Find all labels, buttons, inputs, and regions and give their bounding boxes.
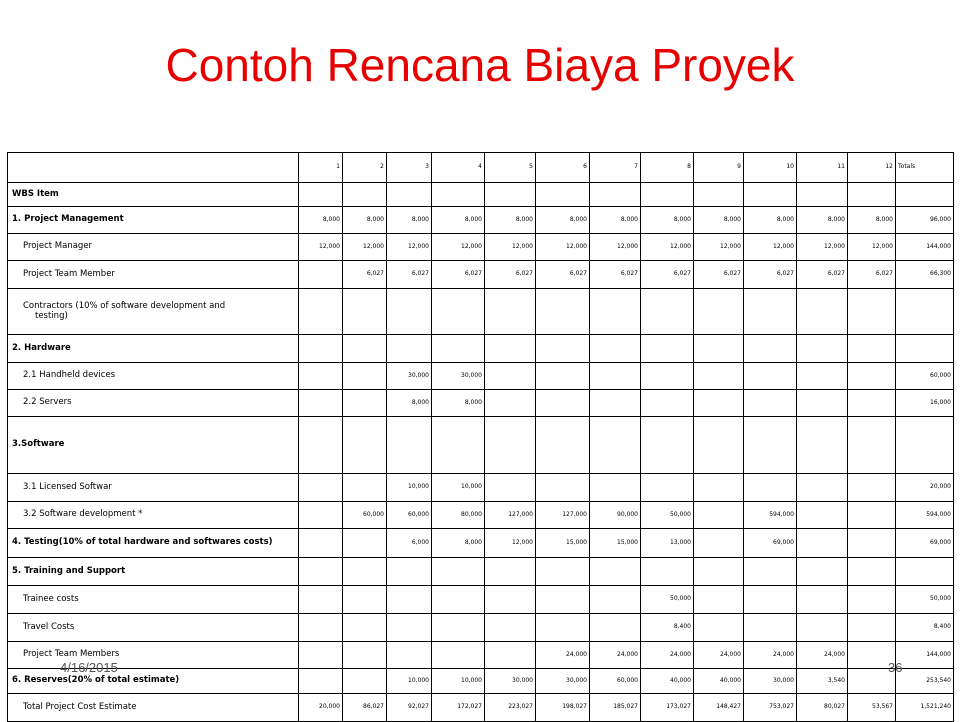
value-cell: [387, 335, 432, 363]
value-cell: 10,000: [387, 669, 432, 694]
table-row: [8, 586, 954, 614]
table-row: [8, 335, 954, 363]
value-cell: [641, 417, 694, 474]
value-cell: [536, 390, 590, 417]
value-cell: 127,000: [536, 502, 590, 529]
value-cell: [485, 183, 536, 207]
value-cell: [387, 558, 432, 586]
value-cell: [536, 417, 590, 474]
value-cell: [641, 390, 694, 417]
value-cell: 223,027: [485, 694, 536, 722]
value-cell: [848, 558, 896, 586]
value-cell: [299, 390, 343, 417]
value-cell: 20,000: [299, 694, 343, 722]
value-cell: [387, 289, 432, 335]
value-cell: 30,000: [744, 669, 797, 694]
total-cell: 16,000: [896, 390, 954, 417]
value-cell: 50,000: [641, 502, 694, 529]
value-cell: [641, 474, 694, 502]
value-cell: [744, 289, 797, 335]
header-blank: [8, 153, 299, 183]
value-cell: [694, 558, 744, 586]
value-cell: 6,027: [797, 261, 848, 289]
value-cell: [694, 502, 744, 529]
row-label: [8, 289, 299, 335]
value-cell: [299, 363, 343, 390]
value-cell: [590, 474, 641, 502]
value-cell: 172,027: [432, 694, 485, 722]
value-cell: [299, 335, 343, 363]
value-cell: 185,027: [590, 694, 641, 722]
value-cell: [590, 390, 641, 417]
value-cell: [694, 614, 744, 642]
value-cell: [432, 586, 485, 614]
value-cell: [343, 474, 387, 502]
value-cell: [299, 642, 343, 669]
value-cell: [797, 289, 848, 335]
row-label: WBS Item: [8, 183, 299, 207]
value-cell: [848, 417, 896, 474]
value-cell: [485, 558, 536, 586]
value-cell: [694, 586, 744, 614]
value-cell: 198,027: [536, 694, 590, 722]
value-cell: [343, 335, 387, 363]
value-cell: 8,000: [848, 207, 896, 234]
value-cell: 8,000: [641, 207, 694, 234]
value-cell: [432, 289, 485, 335]
value-cell: [797, 614, 848, 642]
value-cell: 12,000: [590, 234, 641, 261]
value-cell: [387, 417, 432, 474]
value-cell: [536, 289, 590, 335]
value-cell: [299, 558, 343, 586]
value-cell: 60,000: [343, 502, 387, 529]
value-cell: [536, 586, 590, 614]
row-label: 3.Software: [8, 417, 299, 474]
value-cell: 8,000: [590, 207, 641, 234]
total-cell: 96,000: [896, 207, 954, 234]
value-cell: [641, 335, 694, 363]
page-number: 36: [888, 660, 903, 675]
value-cell: 8,000: [797, 207, 848, 234]
table-row: [8, 234, 954, 261]
value-cell: [641, 558, 694, 586]
row-label: Travel Costs: [8, 614, 299, 642]
total-cell: 69,000: [896, 529, 954, 558]
value-cell: [536, 558, 590, 586]
value-cell: [432, 642, 485, 669]
value-cell: [485, 586, 536, 614]
value-cell: 6,027: [694, 261, 744, 289]
value-cell: [590, 335, 641, 363]
table-row: [8, 502, 954, 529]
value-cell: [343, 289, 387, 335]
value-cell: 15,000: [590, 529, 641, 558]
value-cell: [485, 614, 536, 642]
value-cell: 3,540: [797, 669, 848, 694]
value-cell: [694, 417, 744, 474]
total-cell: 594,000: [896, 502, 954, 529]
value-cell: [744, 586, 797, 614]
value-cell: [848, 335, 896, 363]
table-row: [8, 417, 954, 474]
value-cell: 30,000: [536, 669, 590, 694]
value-cell: 60,000: [590, 669, 641, 694]
value-cell: [536, 474, 590, 502]
value-cell: [590, 417, 641, 474]
value-cell: 80,000: [432, 502, 485, 529]
value-cell: 24,000: [694, 642, 744, 669]
value-cell: 15,000: [536, 529, 590, 558]
value-cell: 8,000: [432, 207, 485, 234]
value-cell: [797, 417, 848, 474]
row-label: Total Project Cost Estimate: [8, 694, 299, 722]
value-cell: [343, 529, 387, 558]
value-cell: 10,000: [432, 474, 485, 502]
value-cell: [744, 558, 797, 586]
value-cell: 6,000: [387, 529, 432, 558]
value-cell: 12,000: [432, 234, 485, 261]
value-cell: 10,000: [432, 669, 485, 694]
value-cell: 173,027: [641, 694, 694, 722]
value-cell: 24,000: [797, 642, 848, 669]
value-cell: [432, 417, 485, 474]
value-cell: [485, 474, 536, 502]
value-cell: [432, 558, 485, 586]
value-cell: 12,000: [848, 234, 896, 261]
value-cell: 24,000: [536, 642, 590, 669]
value-cell: 12,000: [387, 234, 432, 261]
value-cell: [797, 335, 848, 363]
row-label-line2: testing): [35, 310, 68, 321]
value-cell: [387, 586, 432, 614]
value-cell: 148,427: [694, 694, 744, 722]
value-cell: [797, 558, 848, 586]
row-label: 6. Reserves(20% of total estimate): [8, 669, 299, 694]
value-cell: 12,000: [641, 234, 694, 261]
value-cell: [848, 390, 896, 417]
value-cell: 53,567: [848, 694, 896, 722]
value-cell: 60,000: [387, 502, 432, 529]
value-cell: [797, 183, 848, 207]
value-cell: [848, 289, 896, 335]
value-cell: [848, 614, 896, 642]
value-cell: 8,000: [387, 390, 432, 417]
value-cell: 12,000: [299, 234, 343, 261]
value-cell: [797, 474, 848, 502]
header-month: 3: [387, 153, 432, 183]
total-cell: 253,540: [896, 669, 954, 694]
value-cell: [590, 363, 641, 390]
table-row: [8, 474, 954, 502]
value-cell: [797, 363, 848, 390]
value-cell: 6,027: [590, 261, 641, 289]
value-cell: [299, 474, 343, 502]
value-cell: [299, 183, 343, 207]
value-cell: 6,027: [641, 261, 694, 289]
value-cell: 8,000: [299, 207, 343, 234]
value-cell: 753,027: [744, 694, 797, 722]
value-cell: [299, 417, 343, 474]
header-month: 6: [536, 153, 590, 183]
value-cell: 50,000: [641, 586, 694, 614]
value-cell: [432, 614, 485, 642]
value-cell: [343, 363, 387, 390]
row-label: Trainee costs: [8, 586, 299, 614]
value-cell: [848, 474, 896, 502]
row-label: 1. Project Management: [8, 207, 299, 234]
value-cell: [744, 390, 797, 417]
value-cell: 86,027: [343, 694, 387, 722]
value-cell: [299, 529, 343, 558]
value-cell: [848, 529, 896, 558]
table-row: [8, 529, 954, 558]
value-cell: [536, 335, 590, 363]
value-cell: [641, 289, 694, 335]
value-cell: 40,000: [694, 669, 744, 694]
value-cell: [641, 363, 694, 390]
row-label: 3.1 Licensed Softwar: [8, 474, 299, 502]
value-cell: 40,000: [641, 669, 694, 694]
header-month: 1: [299, 153, 343, 183]
table-row: [8, 363, 954, 390]
value-cell: 6,027: [536, 261, 590, 289]
value-cell: [485, 363, 536, 390]
table-header-row: [8, 153, 954, 183]
value-cell: [744, 474, 797, 502]
value-cell: [848, 363, 896, 390]
value-cell: [343, 642, 387, 669]
value-cell: 8,000: [485, 207, 536, 234]
slide-title: Contoh Rencana Biaya Proyek: [165, 39, 795, 91]
value-cell: [343, 417, 387, 474]
value-cell: [694, 474, 744, 502]
value-cell: 127,000: [485, 502, 536, 529]
value-cell: [694, 335, 744, 363]
header-month: 4: [432, 153, 485, 183]
value-cell: [343, 183, 387, 207]
value-cell: 12,000: [694, 234, 744, 261]
value-cell: 90,000: [590, 502, 641, 529]
value-cell: [536, 183, 590, 207]
value-cell: 80,027: [797, 694, 848, 722]
value-cell: 69,000: [744, 529, 797, 558]
value-cell: 12,000: [485, 529, 536, 558]
value-cell: [343, 390, 387, 417]
value-cell: [848, 183, 896, 207]
row-label: 5. Training and Support: [8, 558, 299, 586]
value-cell: 8,400: [641, 614, 694, 642]
table-row: [8, 642, 954, 669]
header-month: 12: [848, 153, 896, 183]
value-cell: 8,000: [694, 207, 744, 234]
table-row: [8, 558, 954, 586]
value-cell: 30,000: [387, 363, 432, 390]
table-row: [8, 289, 954, 335]
value-cell: [694, 529, 744, 558]
header-month: 10: [744, 153, 797, 183]
total-cell: [896, 558, 954, 586]
header-month: 9: [694, 153, 744, 183]
value-cell: [343, 558, 387, 586]
value-cell: 8,000: [432, 529, 485, 558]
value-cell: [744, 614, 797, 642]
value-cell: [536, 363, 590, 390]
value-cell: 24,000: [744, 642, 797, 669]
value-cell: [641, 183, 694, 207]
table-row: [8, 694, 954, 722]
value-cell: 8,000: [387, 207, 432, 234]
total-cell: 144,000: [896, 642, 954, 669]
value-cell: [744, 417, 797, 474]
value-cell: [590, 183, 641, 207]
value-cell: 12,000: [343, 234, 387, 261]
value-cell: [694, 390, 744, 417]
value-cell: [590, 586, 641, 614]
total-cell: [896, 335, 954, 363]
value-cell: 6,027: [432, 261, 485, 289]
value-cell: [299, 614, 343, 642]
value-cell: 6,027: [485, 261, 536, 289]
value-cell: 24,000: [590, 642, 641, 669]
value-cell: [299, 261, 343, 289]
value-cell: 8,000: [536, 207, 590, 234]
table-row: [8, 614, 954, 642]
value-cell: [797, 586, 848, 614]
value-cell: [299, 289, 343, 335]
value-cell: [299, 669, 343, 694]
row-label: 2.2 Servers: [8, 390, 299, 417]
value-cell: [744, 183, 797, 207]
value-cell: 24,000: [641, 642, 694, 669]
total-cell: [896, 183, 954, 207]
table-row: [8, 261, 954, 289]
value-cell: [797, 502, 848, 529]
header-month: 8: [641, 153, 694, 183]
value-cell: 12,000: [744, 234, 797, 261]
row-label: 2. Hardware: [8, 335, 299, 363]
value-cell: [744, 335, 797, 363]
table-row: [8, 669, 954, 694]
value-cell: [694, 183, 744, 207]
row-label: 2.1 Handheld devices: [8, 363, 299, 390]
row-label: Project Manager: [8, 234, 299, 261]
value-cell: [432, 335, 485, 363]
table-row: [8, 390, 954, 417]
total-cell: 20,000: [896, 474, 954, 502]
value-cell: 30,000: [485, 669, 536, 694]
cost-table: [7, 152, 954, 722]
value-cell: [694, 289, 744, 335]
total-cell: 8,400: [896, 614, 954, 642]
row-label: 3.2 Software development *: [8, 502, 299, 529]
value-cell: [299, 502, 343, 529]
value-cell: [590, 289, 641, 335]
row-label: 4. Testing(10% of total hardware and softwares costs): [8, 529, 299, 558]
value-cell: 30,000: [432, 363, 485, 390]
value-cell: [848, 586, 896, 614]
value-cell: [848, 502, 896, 529]
value-cell: 594,000: [744, 502, 797, 529]
header-month: 2: [343, 153, 387, 183]
total-cell: [896, 289, 954, 335]
value-cell: [387, 614, 432, 642]
row-label: Project Team Members: [8, 642, 299, 669]
header-totals: Totals: [896, 153, 954, 183]
total-cell: 66,300: [896, 261, 954, 289]
value-cell: 8,000: [744, 207, 797, 234]
value-cell: 6,027: [848, 261, 896, 289]
total-cell: 50,000: [896, 586, 954, 614]
value-cell: 6,027: [343, 261, 387, 289]
value-cell: 92,027: [387, 694, 432, 722]
value-cell: [485, 417, 536, 474]
total-cell: 60,000: [896, 363, 954, 390]
value-cell: [299, 586, 343, 614]
value-cell: 12,000: [536, 234, 590, 261]
value-cell: [387, 183, 432, 207]
value-cell: [536, 614, 590, 642]
row-label: Project Team Member: [8, 261, 299, 289]
value-cell: 8,000: [432, 390, 485, 417]
value-cell: [744, 363, 797, 390]
value-cell: [485, 642, 536, 669]
row-label-line1: Contractors (10% of software development and: [23, 300, 226, 311]
value-cell: [694, 363, 744, 390]
value-cell: [590, 614, 641, 642]
total-cell: 144,000: [896, 234, 954, 261]
table-row: [8, 207, 954, 234]
value-cell: [343, 669, 387, 694]
value-cell: [343, 586, 387, 614]
value-cell: [387, 642, 432, 669]
value-cell: [485, 390, 536, 417]
value-cell: [590, 558, 641, 586]
table-row: [8, 183, 954, 207]
footer-date: 4/16/2015: [60, 660, 118, 675]
value-cell: [485, 335, 536, 363]
value-cell: [797, 529, 848, 558]
value-cell: 10,000: [387, 474, 432, 502]
value-cell: 8,000: [343, 207, 387, 234]
total-cell: 1,521,240: [896, 694, 954, 722]
header-month: 5: [485, 153, 536, 183]
value-cell: [432, 183, 485, 207]
value-cell: [485, 289, 536, 335]
value-cell: 6,027: [387, 261, 432, 289]
value-cell: [797, 390, 848, 417]
header-month: 11: [797, 153, 848, 183]
value-cell: [343, 614, 387, 642]
header-month: 7: [590, 153, 641, 183]
value-cell: 12,000: [485, 234, 536, 261]
value-cell: 12,000: [797, 234, 848, 261]
total-cell: [896, 417, 954, 474]
value-cell: 6,027: [744, 261, 797, 289]
value-cell: 13,000: [641, 529, 694, 558]
